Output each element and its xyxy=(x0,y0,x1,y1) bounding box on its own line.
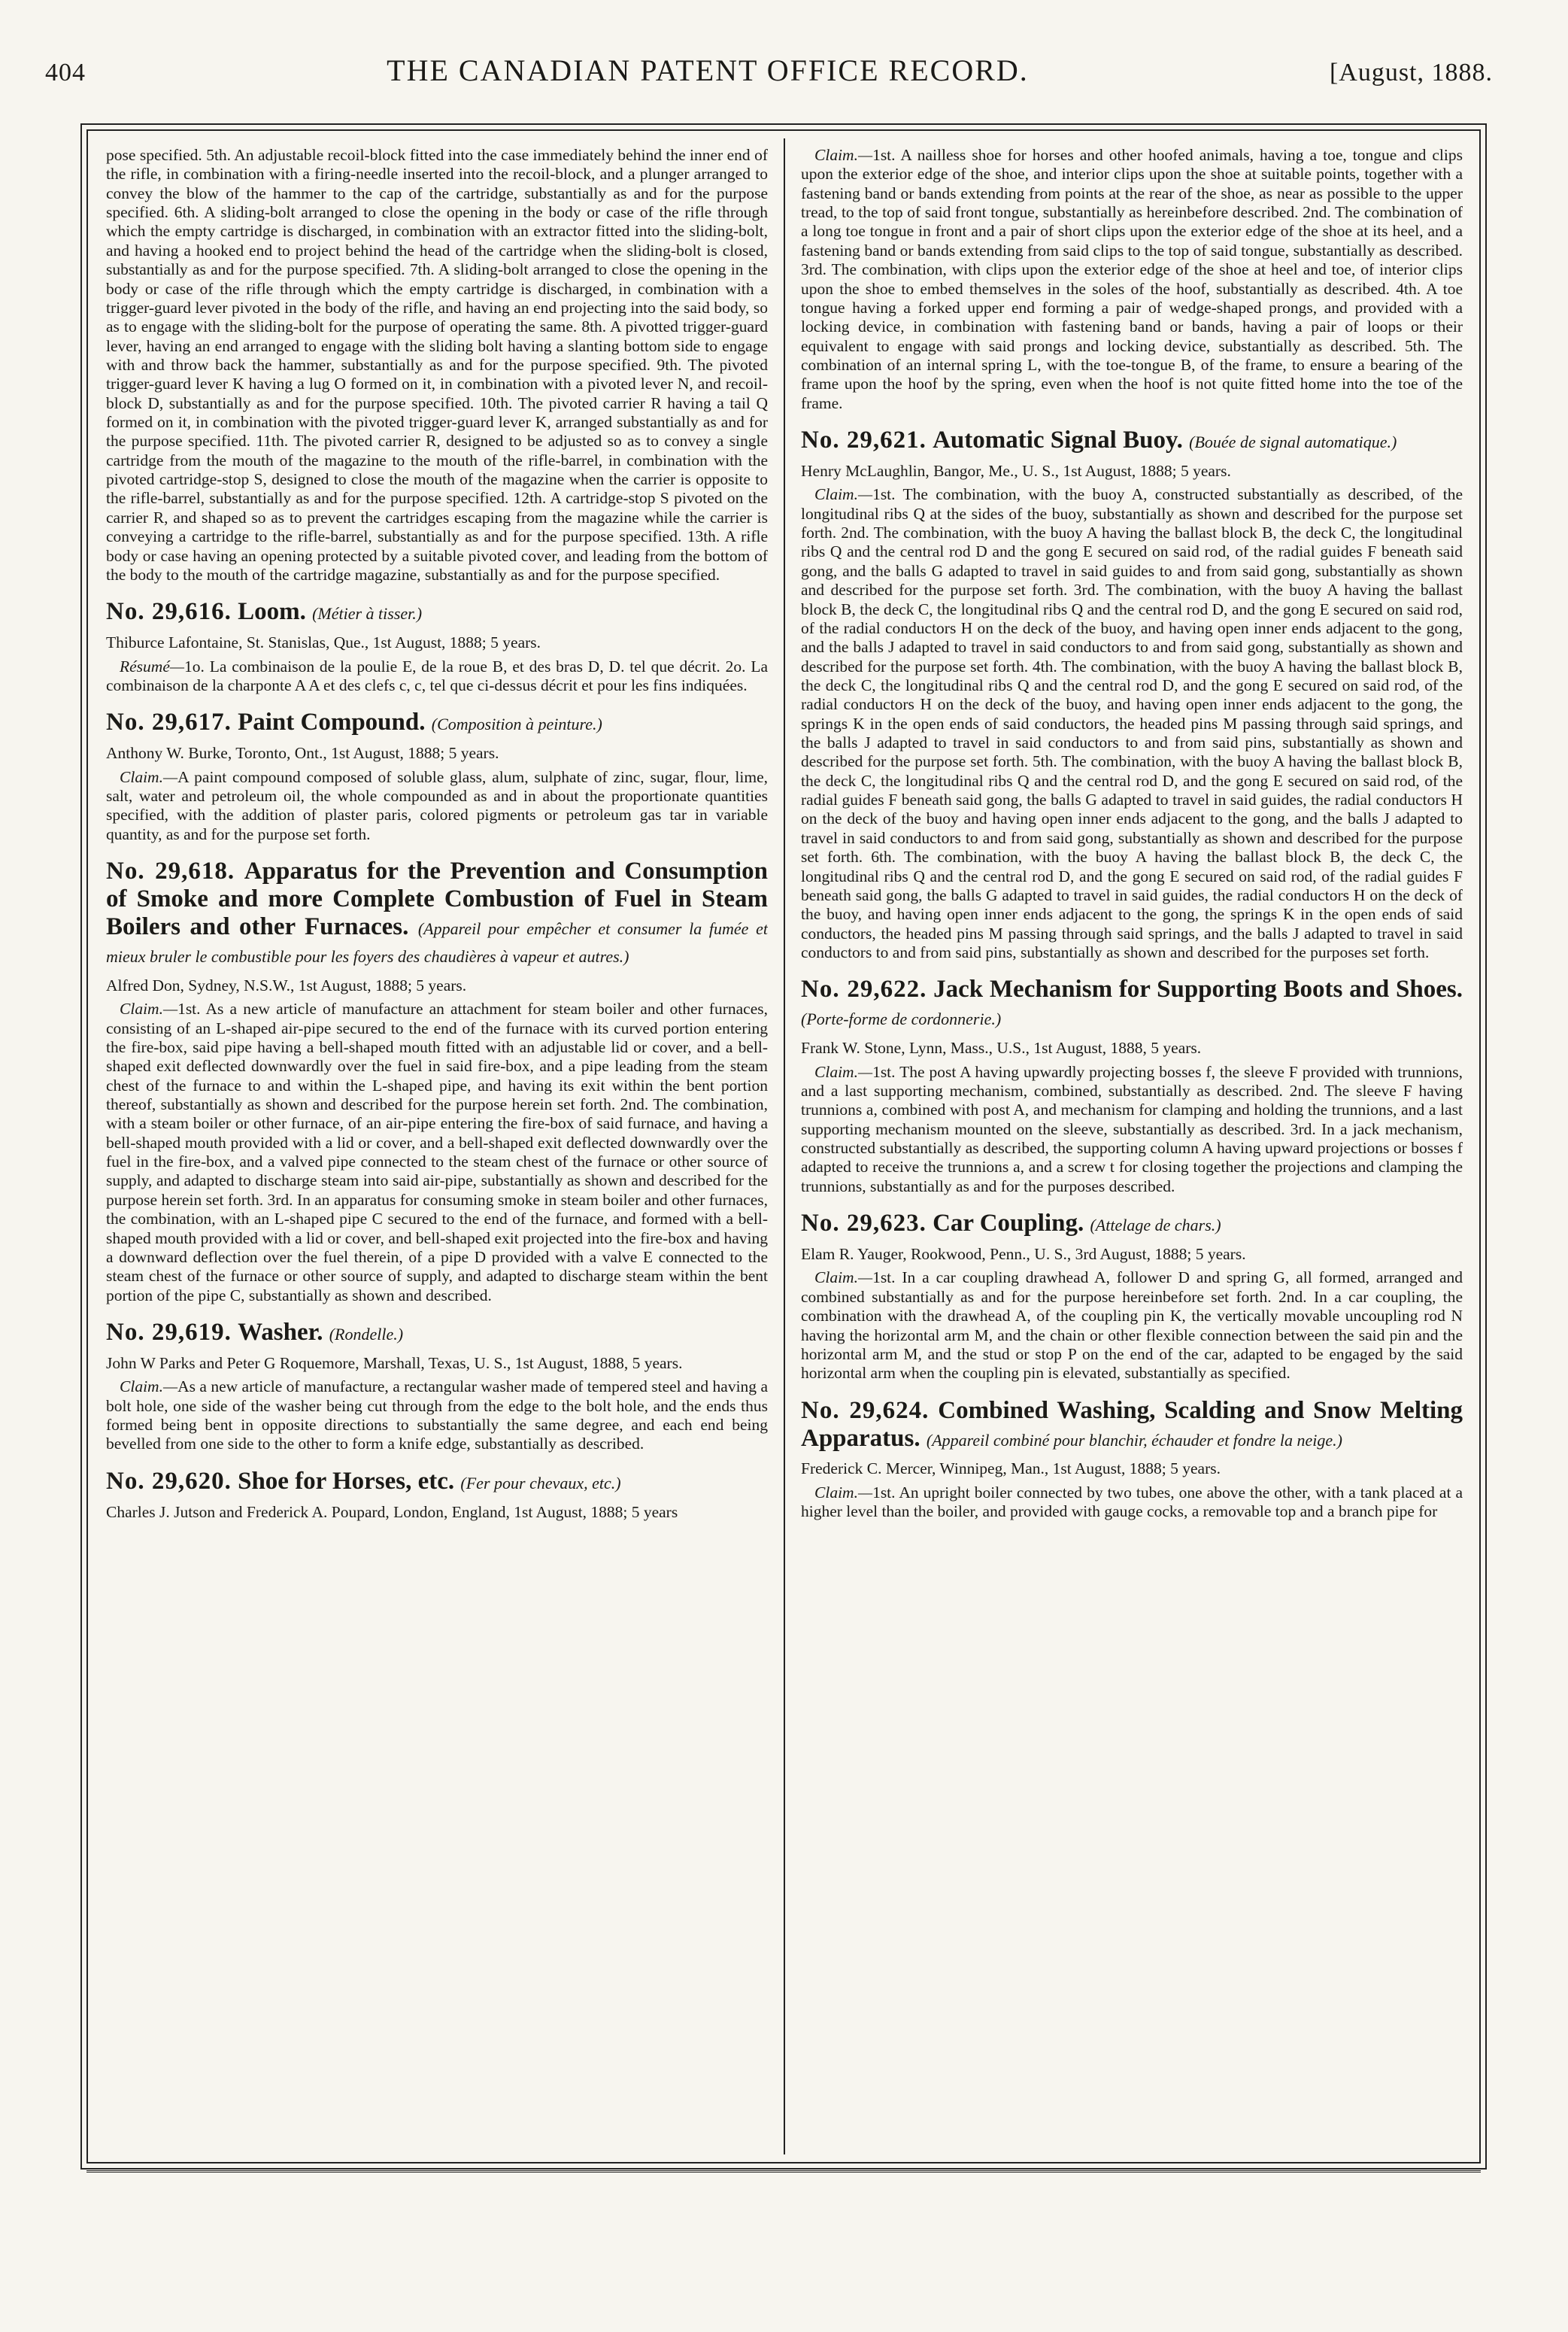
patent-entry xyxy=(801,427,1463,962)
patent-title: Paint Compound. xyxy=(238,709,426,736)
page-number: 404 xyxy=(45,59,86,87)
french-title: (Fer pour chevaux, etc.) xyxy=(460,1473,621,1492)
patent-heading xyxy=(801,976,1463,1031)
claim-paragraph xyxy=(106,657,768,696)
french-title: (Porte-forme de cordonnerie.) xyxy=(801,1010,1002,1029)
patent-title: Automatic Signal Buoy. xyxy=(933,427,1183,454)
patent-number: No. 29,624. xyxy=(801,1396,930,1424)
patent-heading xyxy=(801,1397,1463,1453)
claim-label: Claim.— xyxy=(814,1062,873,1081)
patent-number: No. 29,622. xyxy=(801,976,927,1004)
patent-entry xyxy=(106,858,768,1305)
claim-paragraph xyxy=(801,1483,1463,1522)
claim-text: 1st. A nailless shoe for horses and other hoofed animals, having a toe, tongue and clips upon the exterior edge of the shoe, and interior clips upon the shoe at suitable points, together with a fastening band or bands extending from points at the rear of the shoe, as near as possible to the upper tread, to the top of said front tongue, substantially as hereinbefore described. 2nd. The combination of a long toe tongue in front and a pair of short clips upon the exterior edge of the shoe at its heel, and a fastening band or bands extending from said clips to the top of said tongue, substantially as described. 3rd. The combination, with clips upon the exterior edge of the shoe at heel and toe, of interior clips upon the shoe to embed themselves in the soles of the hoof, substantially as described. 4th. A toe tongue having a forked upper end forming a pair of wedge-shaped prongs, and provided with a locking device, in combination with fastening band or bands, having a pair of loops or their equivalent to engage with said prongs and locking device, substantially as described. 5th. The combination of an internal spring L, with the toe-tongue B, of the frame, to ensure a bearing of the frame upon the hoof by the spring, even when the hoof is not quite fitted home into the toe of the frame. xyxy=(801,146,1463,412)
patent-title: Combined Washing, Scalding and Snow Melting Apparatus. xyxy=(801,1396,1463,1452)
issue-date: [August, 1888. xyxy=(1329,59,1493,87)
patent-entry xyxy=(801,1397,1463,1522)
french-title: (Attelage de chars.) xyxy=(1090,1216,1221,1235)
claim-label: Claim.— xyxy=(814,1268,873,1287)
patent-entry xyxy=(801,1210,1463,1383)
french-title: (Bouée de signal automatique.) xyxy=(1189,433,1397,452)
patent-number: No. 29,623. xyxy=(801,1210,927,1237)
column-divider xyxy=(784,138,785,2154)
french-title: (Appareil pour empêcher et consumer la fumée et mieux bruler le combustible pour les foyers des chaudières à vapeur et autres.) xyxy=(106,919,768,966)
patent-title: Loom. xyxy=(238,598,306,626)
claim-paragraph xyxy=(801,485,1463,962)
patent-number: No. 29,619. xyxy=(106,1318,232,1346)
right-entries xyxy=(801,427,1463,1522)
patent-heading xyxy=(106,598,768,626)
page-header xyxy=(45,53,1493,98)
claim-text: As a new article of manufacture, a rectangular washer made of tempered steel and having a bolt hole, one side of the washer being cut through from the edge to the bolt hole, and the ends thus formed being bent in opposite directions to substantially the same degree, and each end being bevelled from one side to the other to form a knife edge, substantially as described. xyxy=(106,1377,768,1453)
claim-paragraph xyxy=(106,1377,768,1453)
inventor-line: Anthony W. Burke, Toronto, Ont., 1st August, 1888; 5 years. xyxy=(106,744,499,763)
patent-heading xyxy=(106,709,768,736)
claim-paragraph xyxy=(801,1063,1463,1197)
patent-number: No. 29,620. xyxy=(106,1467,232,1495)
claim-text: 1st. As a new article of manufacture an attachment for steam boiler and other furnaces, consisting of an L-shaped air-pipe secured to the end of the furnace with its curved portion entering the fire-box, said pipe having a bell-shaped mouth fitted with an adjustable lid or cover, and a bell-shaped exit deflected downwardly over the fuel in said fire-box, and a pipe leading from the steam chest of the furnace to and within the L-shaped pipe, and having its exit within the bent portion thereof, substantially as shown and described for the purpose herein set forth. 2nd. The combination, with a steam boiler or other furnace, of an air-pipe entering the fire-box of said furnace, and having a bell-shaped mouth provided with a lid or cover, and a bell-shaped exit deflected downwardly over the fuel in the fire-box, and a valved pipe connected to the steam chest of the furnace or other source of supply, and adapted to discharge steam into said air-pipe, substantially as shown and described for the purpose herein set forth. 3rd. In an apparatus for consuming smoke in steam boiler and other furnaces, the combination, with an L-shaped pipe C secured to the end of the furnace, and formed with a bell-shaped mouth provided with a lid or cover, and bell-shaped exit projected into the fire-box and having a downward deflection over the fuel therein, of a pipe D provided with a valve E connected to the steam chest of the furnace or other source of supply, and adapted to discharge steam within the bent portion of the pipe C, substantially as shown and described. xyxy=(106,1000,768,1304)
claim-text: 1st. An upright boiler connected by two tubes, one above the other, with a tank placed at a higher level than the boiler, and provided with gauge cocks, a removable top and a branch pipe for xyxy=(801,1483,1463,1521)
claim-text: A paint compound composed of soluble glass, alum, sulphate of zinc, sugar, flour, lime, salt, water and petroleum oil, the whole compounded as and in about the proportionate quantities specified, with the addition of plaster paris, colored pigments or petroleum gas tar in variable quantity, as and for the purpose set forth. xyxy=(106,767,768,843)
inventor-line: Frederick C. Mercer, Winnipeg, Man., 1st August, 1888; 5 years. xyxy=(801,1459,1221,1478)
patent-entry xyxy=(801,976,1463,1196)
bottom-rule xyxy=(86,2170,1481,2173)
left-column xyxy=(106,146,768,2147)
french-title: (Rondelle.) xyxy=(329,1324,404,1344)
claim-paragraph xyxy=(106,768,768,844)
patent-entry xyxy=(106,598,768,695)
patent-title: Washer. xyxy=(238,1318,323,1346)
inventor-line: Elam R. Yauger, Rookwood, Penn., U. S., 3rd August, 1888; 5 years. xyxy=(801,1245,1246,1264)
publication-title: THE CANADIAN PATENT OFFICE RECORD. xyxy=(387,53,1029,87)
patent-heading xyxy=(106,858,768,969)
page-frame xyxy=(86,129,1481,2163)
french-title: (Métier à tisser.) xyxy=(312,604,423,624)
patent-entry xyxy=(106,709,768,844)
inventor-line: Alfred Don, Sydney, N.S.W., 1st August, 1888; 5 years. xyxy=(106,976,467,994)
claim-text: 1o. La combinaison de la poulie E, de la roue B, et des bras D, D. tel que décrit. 2o. La combinaison de la charponte A A et des clefs c, c, tel que ci-dessus décrit et pour les fins indiquées. xyxy=(106,657,768,694)
claim-paragraph xyxy=(106,1000,768,1305)
claim-label: Claim.— xyxy=(814,1483,873,1502)
patent-title: Apparatus for the Prevention and Consumption of Smoke and more Complete Combustion of Fuel in Steam Boilers and other Furnaces. xyxy=(106,858,768,940)
patent-heading xyxy=(106,1319,768,1347)
continuation-claim xyxy=(801,146,1463,413)
claim-label: Claim.— xyxy=(814,146,873,164)
french-title: (Composition à peinture.) xyxy=(431,715,602,734)
claim-label: Résumé— xyxy=(120,657,184,676)
claim-text: 1st. The combination, with the buoy A, constructed substantially as described, of the longitudinal ribs Q at the sides of the buoy, substantially as shown and described for the purpose set forth. 2nd. The combination, with the buoy A having the ballast block B, the deck C, the longitudinal ribs Q and the central rod D and the gong E secured on said rod, of the radial guides F beneath said gong, and the balls G adapted to travel in said guides to and from said gong, substantially as shown and described for the purpose set forth. 3rd. The combination, with the buoy A having the ballast block B, the deck C, the longitudinal ribs Q and the central rod D, and the gong E secured on said rod, of the radial conductors H on the deck of the buoy, and having open inner ends adjacent to the gong, and the balls J adapted to travel in said conductors to and from said gong, substantially as shown and described for the purpose set forth. 4th. The combination, with the buoy A having the ballast block B, the deck C, the longitudinal ribs Q and the central rod D, and the gong E secured on said rod, of the radial conductors H on the deck of the buoy, and having open inner ends adjacent to the gong, the springs K in the open ends of said conductors, the headed pins M passing through said springs, and the balls J adapted to travel in said conductors to and from said pins, substantially as shown and described for the purpose set forth. 5th. The combination, with the buoy A having the ballast block B, the deck C, the longitudinal ribs Q and the central rod D, and the gong E secured on said rod, of the radial guides F beneath said gong, the balls G adapted to travel in said guides, the radial conductors H on the deck of the buoy and having open inner ends adjacent to the gong, and the balls J adapted to travel in said conductors to and from said gong, substantially as shown and described for the purpose set forth. 6th. The combination, with the buoy A having the ballast block B, the deck C, the longitudinal ribs Q and the central rod D, and the gong E secured on said rod, of the radial guides F beneath said gong, the balls G adapted to travel in said guides, the radial conductors H on the deck of the buoy, and having open inner ends adjacent to the gong, the springs K in the open ends of said conductors, the headed pins M passing through said springs, and the balls J adapted to travel in said conductors to and from said pins, substantially as shown and described for the purposes set forth. xyxy=(801,485,1463,961)
continuation-text: pose specified. 5th. An adjustable recoil-block fitted into the case immediately behind the inner end of the rifle, in combination with a firing-needle inserted into the recoil-block, and a plunger arranged to convey the blow of the hammer to the cap of the cartridge, substantially as and for the purpose specified. 6th. A sliding-bolt arranged to close the opening in the body or case of the rifle through which the empty cartridge is discharged, in combination with an extractor fitted into the sliding-bolt, and having a hooked end to project behind the head of the cartridge when the sliding-bolt is closed, substantially as and for the purpose specified. 7th. A sliding-bolt arranged to close the opening in the body or case of the rifle through which the empty cartridge is discharged, in combination with a trigger-guard lever pivoted in the body of the rifle, and having an end projecting into the said body, so as to engage with the sliding-bolt for the purpose of operating the same. 8th. A pivotted trigger-guard lever, having an end arranged to engage with the sliding bolt having a slanting bottom side to engage with and throw back the hammer, substantially as and for the purpose specified. 9th. The pivoted trigger-guard lever K having a lug O formed on it, in combination with a pivoted lever N, and recoil-block D, substantially as and for the purpose specified. 10th. The pivoted carrier R having a tail Q formed on it, in combination with the pivoted trigger-guard lever K, arranged substantially as and for the purpose specified. 11th. The pivoted carrier R, designed to be adjusted so as to convey a single cartridge from the mouth of the magazine to the mouth of the rifle-barrel, in combination with the pivoted cartridge-stop S, designed to close the mouth of the magazine when the carrier is opposite to the rifle-barrel, substantially as and for the purpose specified. 12th. A cartridge-stop S pivoted on the carrier R, and shaped so as to prevent the cartridges escaping from the magazine while the carrier is conveying a cartridge to the rifle-barrel, substantially as and for the purpose specified. 13th. A rifle body or case having an opening protected by a suitable pivoted cover, and leading from the bottom of the body to the mouth of the cartridge magazine, substantially as and for the purpose specified. xyxy=(106,146,768,584)
patent-number: No. 29,617. xyxy=(106,709,232,736)
inventor-line: Henry McLaughlin, Bangor, Me., U. S., 1st August, 1888; 5 years. xyxy=(801,461,1231,480)
patent-title: Jack Mechanism for Supporting Boots and Shoes. xyxy=(933,976,1463,1004)
patent-number: No. 29,621. xyxy=(801,427,927,454)
patent-heading xyxy=(801,427,1463,454)
inventor-line: Charles J. Jutson and Frederick A. Poupard, London, England, 1st August, 1888; 5 years xyxy=(106,1502,678,1521)
patent-title: Car Coupling. xyxy=(933,1210,1084,1237)
patent-entry xyxy=(106,1468,768,1522)
patent-heading xyxy=(106,1468,768,1495)
inventor-line: John W Parks and Peter G Roquemore, Marshall, Texas, U. S., 1st August, 1888, 5 years. xyxy=(106,1353,683,1372)
claim-text: 1st. The post A having upwardly projecting bosses f, the sleeve F provided with trunnions, and a last supporting mechanism, combined, substantially as described. 2nd. The sleeve F having trunnions a, combined with post A, and mechanism for clamping and holding the trunnions, and a last supporting mechanism mounted on the sleeve, substantially as described. 3rd. In a jack mechanism, constructed substantially as described, the supporting column A having upward projections or bosses f adapted to receive the trunnions a, and a screw t for closing together the projections and clamping the trunnions, substantially as and for the purposes described. xyxy=(801,1062,1463,1195)
inventor-line: Frank W. Stone, Lynn, Mass., U.S., 1st August, 1888, 5 years. xyxy=(801,1039,1202,1058)
claim-label: Claim.— xyxy=(120,767,178,786)
patent-number: No. 29,616. xyxy=(106,598,232,626)
claim-label: Claim.— xyxy=(120,1377,178,1396)
claim-label: Claim.— xyxy=(814,485,873,504)
claim-paragraph xyxy=(801,1268,1463,1383)
inventor-line: Thiburce Lafontaine, St. Stanislas, Que., 1st August, 1888; 5 years. xyxy=(106,633,541,652)
french-title: (Appareil combiné pour blanchir, échauder et fondre la neige.) xyxy=(926,1430,1343,1450)
claim-label: Claim.— xyxy=(120,1000,178,1019)
right-column xyxy=(801,146,1463,2147)
patent-entry xyxy=(106,1319,768,1454)
patent-title: Shoe for Horses, etc. xyxy=(238,1467,455,1495)
patent-heading xyxy=(801,1210,1463,1237)
claim-text: 1st. In a car coupling drawhead A, follower D and spring G, all formed, arranged and combined substantially as and for the purpose hereinbefore set forth. 2nd. In a car coupling, the combination with the drawhead A, of the coupling pin K, the vertically movable uncoupling rod N having the horizontal arm M, and the chain or other flexible connection between the said pin and the horizontal arm M, and the stud or stop P on the end of the car, adapted to be engaged by the said horizontal arm when the coupling pin is elevated, substantially as specified. xyxy=(801,1268,1463,1383)
left-entries xyxy=(106,598,768,1522)
patent-number: No. 29,618. xyxy=(106,858,235,885)
